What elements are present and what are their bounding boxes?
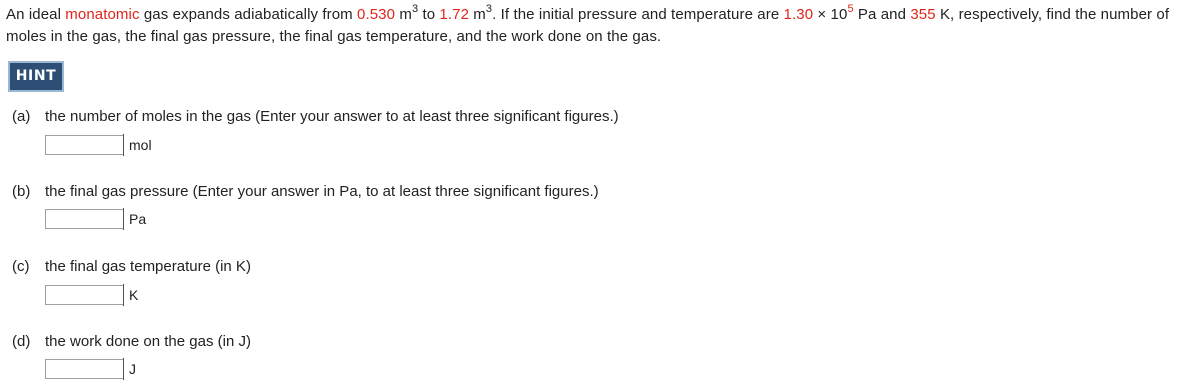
volume-exponent: 3: [411, 3, 419, 15]
part-label: (c): [12, 258, 30, 275]
initial-pressure-value: 1.30: [783, 6, 814, 23]
pressure-exponent: 5: [847, 3, 854, 15]
gas-type-value: monatomic: [65, 6, 140, 23]
initial-volume-value: 0.530: [357, 6, 396, 23]
problem-text: gas expands adiabatically from: [139, 6, 358, 23]
unit-label: mol: [123, 134, 152, 156]
problem-text: K, respectively, find the number of moles in the gas, the final gas pressure, the final gas temperature, and the work done on the gas.: [6, 6, 1170, 45]
volume-unit: m: [395, 6, 412, 23]
part-question: the number of moles in the gas (Enter your answer to at least three significant figures.): [45, 108, 619, 125]
problem-text: . If the initial pressure and temperature are: [492, 6, 784, 23]
unit-label: Pa: [123, 208, 146, 230]
final-volume-value: 1.72: [439, 6, 470, 23]
pressure-answer-input[interactable]: [45, 209, 123, 229]
volume-unit: m: [469, 6, 486, 23]
problem-text: An ideal: [6, 6, 66, 23]
temperature-answer-input[interactable]: [45, 285, 123, 305]
initial-temperature-value: 355: [910, 6, 936, 23]
work-answer-input[interactable]: [45, 359, 123, 379]
problem-text: to: [418, 6, 440, 23]
part-d-prompt: [12, 333, 251, 350]
problem-text: Pa and: [853, 6, 911, 23]
part-b-answer: [45, 208, 146, 230]
part-a-prompt: [12, 108, 619, 125]
hint-button[interactable]: HINT: [8, 61, 64, 92]
part-label: (b): [12, 183, 31, 200]
part-label: (a): [12, 108, 31, 125]
part-question: the final gas pressure (Enter your answer in Pa, to at least three significant figures.): [45, 183, 599, 200]
part-d-answer: [45, 358, 136, 380]
part-c-prompt: [12, 258, 251, 275]
part-c-answer: [45, 284, 138, 306]
part-a-answer: [45, 134, 152, 156]
part-label: (d): [12, 333, 31, 350]
problem-statement: [6, 4, 1196, 48]
moles-answer-input[interactable]: [45, 135, 123, 155]
pressure-multiplier: × 10: [813, 6, 848, 23]
part-question: the final gas temperature (in K): [45, 258, 251, 275]
volume-exponent: 3: [485, 3, 493, 15]
part-b-prompt: [12, 183, 599, 200]
unit-label: K: [123, 284, 138, 306]
part-question: the work done on the gas (in J): [45, 333, 251, 350]
unit-label: J: [123, 358, 136, 380]
